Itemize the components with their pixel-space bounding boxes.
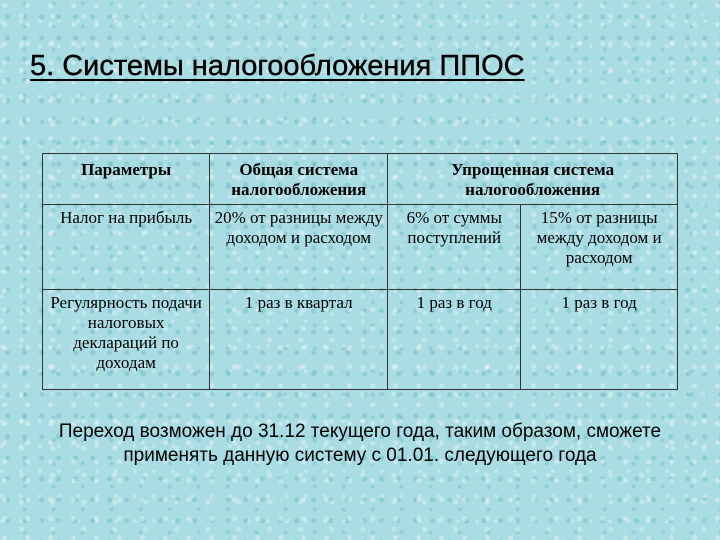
header-general-system: Общая система налогообложения [210, 154, 388, 205]
footer-note: Переход возможен до 31.12 текущего года, таким образом, сможете применять данную систему с 01.01. следующего года [58, 421, 662, 466]
row-param-cell: Регулярность подачи налоговых деклараций по доходам [43, 290, 210, 390]
tax-systems-table [42, 153, 678, 390]
row-simplified-a-cell: 6% от суммы поступлений [388, 205, 521, 290]
row-general-cell: 20% от разницы между доходом и расходом [210, 205, 388, 290]
row-general-cell: 1 раз в квартал [210, 290, 388, 390]
header-params: Параметры [43, 154, 210, 205]
slide-title: 5. Системы налогообложения ППОС [30, 50, 525, 82]
table-row [43, 290, 678, 390]
table-row [43, 205, 678, 290]
row-param-cell: Налог на прибыль [43, 205, 210, 290]
row-simplified-a-cell: 1 раз в год [388, 290, 521, 390]
header-simplified-system: Упрощенная система налогообложения [388, 154, 678, 205]
row-simplified-b-cell: 1 раз в год [521, 290, 678, 390]
row-simplified-b-cell: 15% от разницы между доходом и расходом [521, 205, 678, 290]
table-header-row [43, 154, 678, 205]
